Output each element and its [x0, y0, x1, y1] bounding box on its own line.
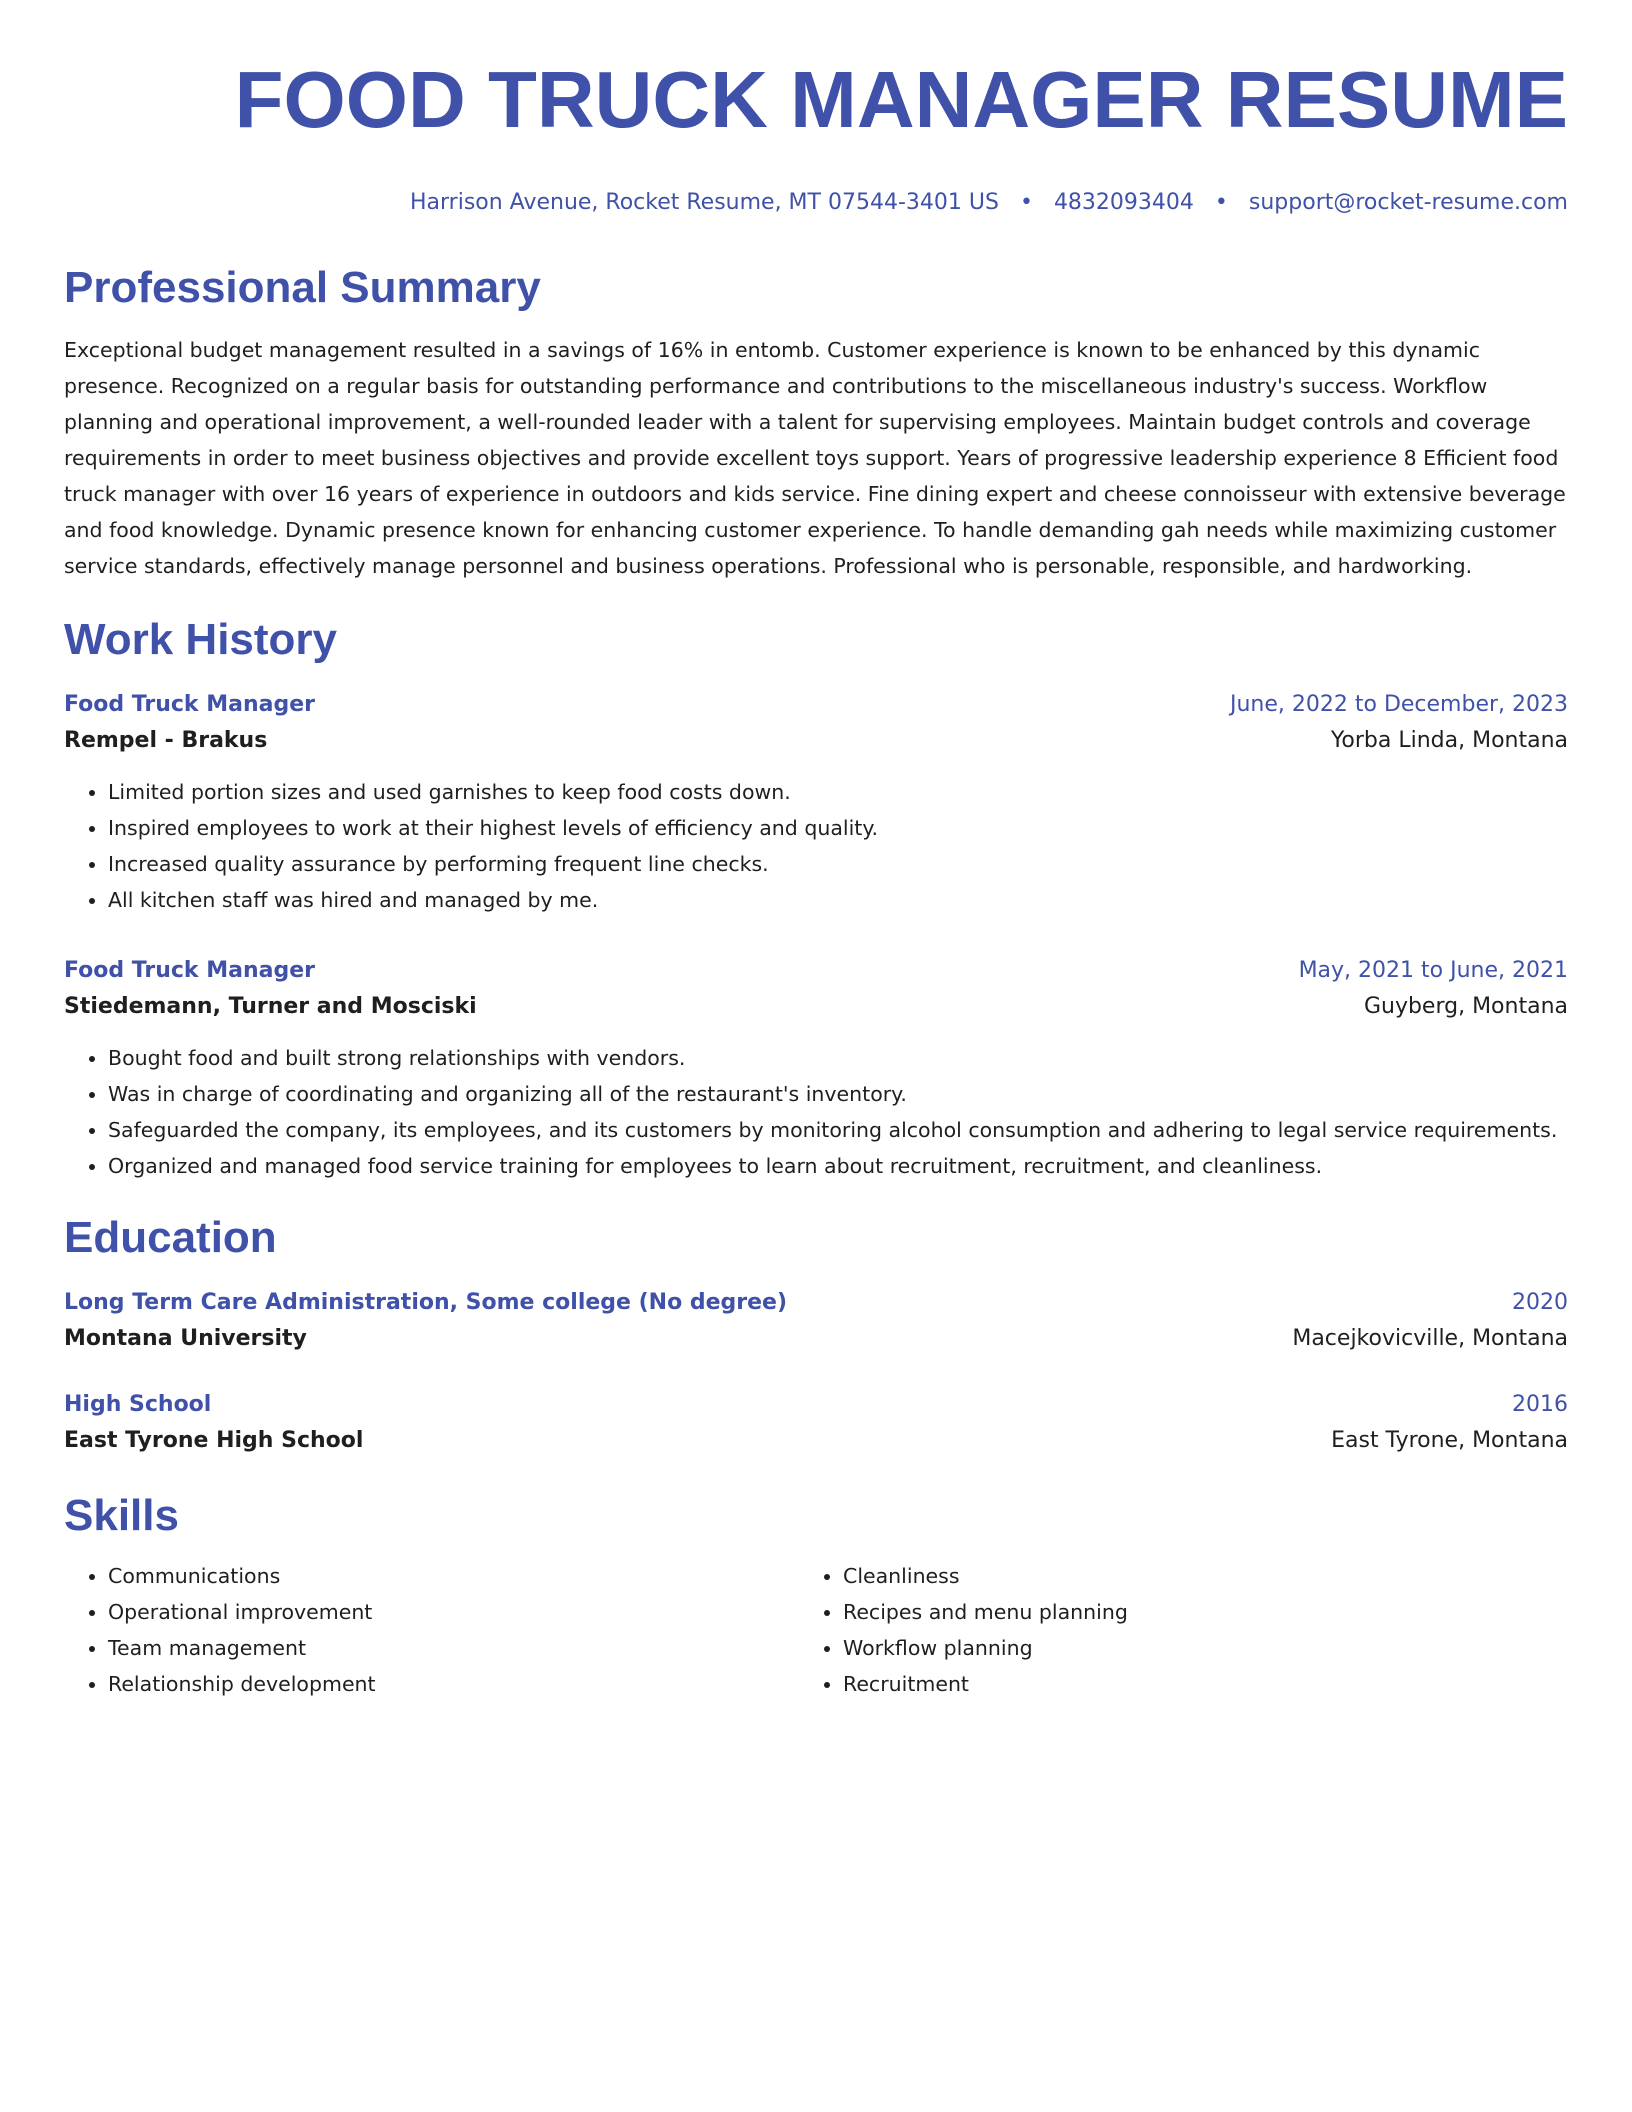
job-location: Guyberg, Montana	[1363, 994, 1568, 1019]
skill-item: • Recruitment	[843, 1666, 1534, 1702]
skills-columns	[64, 1558, 1568, 1702]
contact-email: support@rocket-resume.com	[1248, 190, 1568, 215]
job-dates: June, 2022 to December, 2023	[1229, 692, 1568, 717]
education-degree: Long Term Care Administration, Some college (No degree)	[64, 1290, 788, 1315]
education-year: 2016	[1512, 1392, 1568, 1417]
job-role: Food Truck Manager	[64, 958, 315, 983]
job-bullets	[64, 1040, 1568, 1184]
skill-item: • Recipes and menu planning	[843, 1594, 1534, 1630]
work-history-heading: Work History	[64, 615, 338, 664]
summary-heading: Professional Summary	[64, 263, 541, 312]
skill-item: • Workflow planning	[843, 1630, 1534, 1666]
job-bullet: • Increased quality assurance by performing frequent line checks.	[108, 846, 1568, 882]
job-bullet: • Inspired employees to work at their highest levels of efficiency and quality.	[108, 810, 1568, 846]
skill-item: • Team management	[108, 1630, 799, 1666]
skill-item: • Operational improvement	[108, 1594, 799, 1630]
resume-title: FOOD TRUCK MANAGER RESUME	[234, 55, 1568, 144]
job-bullet: • Limited portion sizes and used garnishes to keep food costs down.	[108, 774, 1568, 810]
job-company: Rempel - Brakus	[64, 728, 268, 753]
job-bullets	[64, 774, 1568, 918]
education-heading: Education	[64, 1213, 277, 1262]
job-bullet: • Organized and managed food service training for employees to learn about recruitment, recruitment, and cleanliness.	[108, 1148, 1568, 1184]
job-bullet: • Safeguarded the company, its employees, and its customers by monitoring alcohol consumption and adhering to legal service requirements.	[108, 1112, 1568, 1148]
education-degree: High School	[64, 1392, 212, 1417]
contact-separator: •	[1214, 190, 1228, 215]
skills-list-left	[64, 1558, 799, 1702]
job-bullet: • Bought food and built strong relationships with vendors.	[108, 1040, 1568, 1076]
education-location: Macejkovicville, Montana	[1292, 1326, 1568, 1351]
job-bullet: • Was in charge of coordinating and organizing all of the restaurant's inventory.	[108, 1076, 1568, 1112]
contact-phone: 4832093404	[1053, 190, 1194, 215]
job-role: Food Truck Manager	[64, 692, 315, 717]
education-entry	[64, 1388, 1568, 1460]
job-dates: May, 2021 to June, 2021	[1298, 958, 1568, 983]
education-school: Montana University	[64, 1326, 307, 1351]
contact-line	[64, 188, 1568, 218]
education-location: East Tyrone, Montana	[1331, 1428, 1568, 1453]
job-company: Stiedemann, Turner and Mosciski	[64, 994, 477, 1019]
job-bullet: • All kitchen staff was hired and managed by me.	[108, 882, 1568, 918]
skills-list-right	[799, 1558, 1534, 1702]
skills-heading: Skills	[64, 1491, 179, 1540]
education-entry	[64, 1286, 1568, 1358]
education-school: East Tyrone High School	[64, 1428, 364, 1453]
contact-address: Harrison Avenue, Rocket Resume, MT 07544-3401 US	[409, 190, 999, 215]
skill-item: • Cleanliness	[843, 1558, 1534, 1594]
skill-item: • Relationship development	[108, 1666, 799, 1702]
education-year: 2020	[1512, 1290, 1568, 1315]
job-location: Yorba Linda, Montana	[1330, 728, 1568, 753]
contact-separator: •	[1019, 190, 1033, 215]
skill-item: • Communications	[108, 1558, 799, 1594]
job-entry	[64, 954, 1568, 1184]
summary-text: Exceptional budget management resulted in a savings of 16% in entomb. Customer experience is known to be enhanced by this dynamic presence. Recognized on a regular basis for outstanding performance and contributions to the miscellaneous industry's success. Workflow planning and operational improvement, a well-rounded leader with a talent for supervising employees. Maintain budget controls and coverage requirements in order to meet business objectives and provide excellent toys support. Years of progressive leadership experience 8 Efficient food truck manager with over 16 years of experience in outdoors and kids service. Fine dining expert and cheese connoisseur with extensive beverage and food knowledge. Dynamic presence known for enhancing customer experience. To handle demanding gah needs while maximizing customer service standards, effectively manage personnel and business operations. Professional who is personable, responsible, and hardworking.	[64, 338, 1566, 578]
job-entry	[64, 688, 1568, 918]
